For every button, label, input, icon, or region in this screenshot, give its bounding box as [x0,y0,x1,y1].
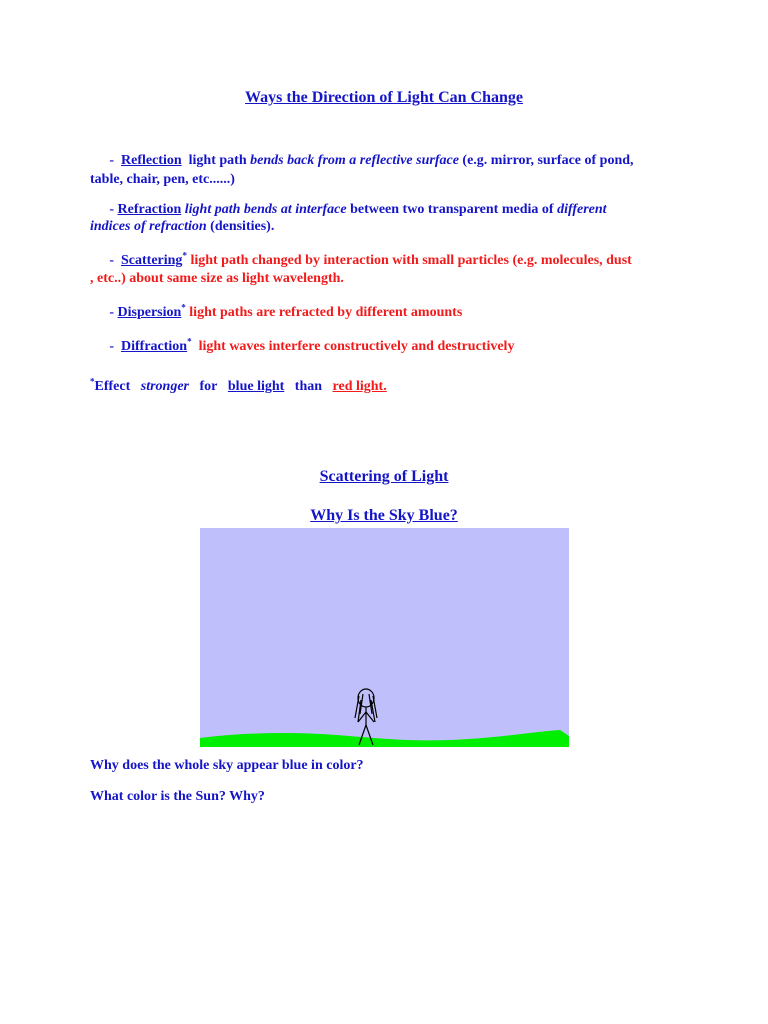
footnote [90,377,387,396]
page-title: Ways the Direction of Light Can Change [245,89,523,106]
diffraction-desc: light waves interfere constructively and destructively [198,339,515,354]
diffraction-star: * [187,336,192,347]
question-1: Why does the whole sky appear blue in color? [90,758,364,773]
dispersion-dash: - [109,305,114,320]
footnote-for: for [199,379,218,394]
scattering-desc-line1: light path changed by interaction with small particles (e.g. molecules, dust [190,253,632,268]
dispersion-term: Dispersion [117,305,182,320]
refraction-line2-plain: (densities). [210,219,275,234]
diffraction-item [90,337,514,356]
stick-figure [355,689,377,745]
sky-drawing [200,528,569,747]
subtitle: Why Is the Sky Blue? [310,507,458,524]
footnote-stronger: stronger [140,379,189,394]
scattering-desc-line2: , etc..) about same size as light wavelength. [90,271,344,286]
footnote-effect: Effect [94,379,131,394]
diffraction-dash: - [109,339,114,354]
refraction-line2-italic: indices of refraction [90,219,207,234]
refraction-dash: - [109,202,114,217]
refraction-term: Refraction [117,202,182,217]
question-2: What color is the Sun? Why? [90,789,265,804]
diffraction-term: Diffraction [121,339,188,354]
reflection-desc-line2: table, chair, pen, etc......) [90,172,235,187]
scattering-star: * [182,250,187,261]
section-title: Scattering of Light [319,468,449,485]
refraction-desc-italic: light path bends at interface [184,202,347,217]
dispersion-item [90,303,462,322]
grass [200,730,569,747]
scattering-item [90,251,632,270]
footnote-than: than [294,379,323,394]
refraction-line2 [90,217,274,236]
sky-illustration [200,528,569,747]
footnote-blue-light: blue light [227,379,285,394]
reflection-desc-italic: bends back from a reflective surface [250,153,459,168]
reflection-desc-tail: (e.g. mirror, surface of pond, [462,153,634,168]
scattering-term: Scattering [121,253,183,268]
dispersion-star: * [181,302,186,313]
reflection-term: Reflection [121,153,182,168]
stick-figure-right-arm [366,712,374,722]
reflection-dash: - [109,153,114,168]
footnote-red-light: red light. [332,379,387,394]
refraction-desc-plain: between two transparent media of [350,202,554,217]
refraction-desc-italic2: different [557,202,607,217]
reflection-desc-plain: light path [188,153,247,168]
footnote-star: * [90,376,95,387]
dispersion-desc: light paths are refracted by different amounts [189,305,463,320]
scattering-dash: - [109,253,114,268]
reflection-item [90,151,634,170]
